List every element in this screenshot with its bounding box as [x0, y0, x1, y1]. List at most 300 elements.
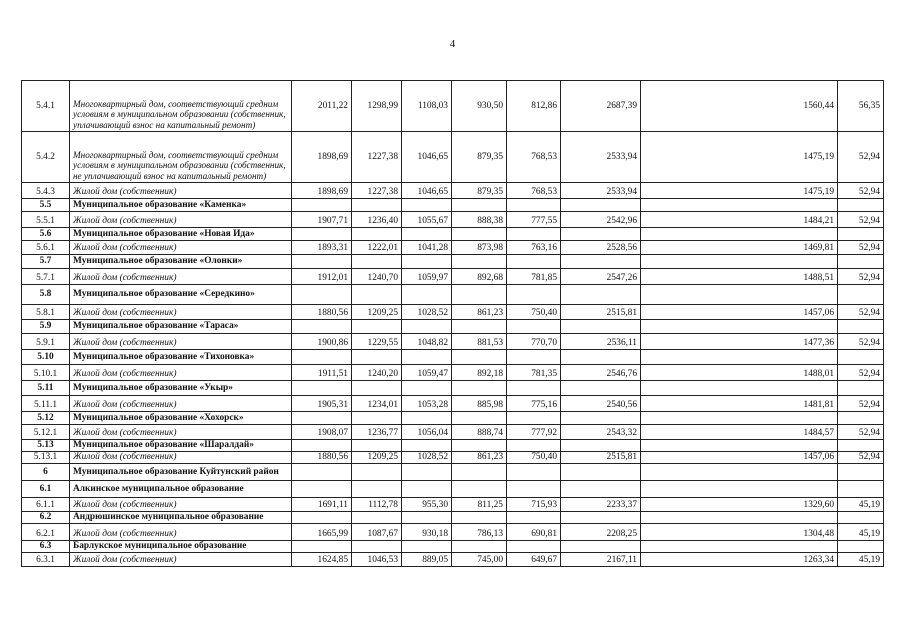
row-code: 5.8.1 — [22, 305, 70, 320]
value-cell: 745,00 — [452, 553, 507, 567]
table-row — [22, 132, 884, 183]
value-cell: 1028,52 — [402, 305, 452, 320]
empty-cell — [352, 255, 402, 269]
section-title: Муниципальное образование «Тараса» — [70, 320, 292, 334]
value-cell: 1457,06 — [641, 305, 838, 320]
value-cell: 1059,47 — [402, 365, 452, 381]
empty-cell — [507, 541, 561, 553]
empty-cell — [838, 381, 884, 396]
value-cell: 1900,86 — [292, 334, 352, 350]
empty-cell — [561, 350, 641, 365]
value-cell: 1880,56 — [292, 305, 352, 320]
value-cell: 1477,36 — [641, 334, 838, 350]
value-cell: 690,81 — [507, 524, 561, 541]
value-cell: 1112,78 — [352, 498, 402, 512]
empty-cell — [402, 285, 452, 305]
table-row — [22, 305, 884, 320]
empty-cell — [507, 512, 561, 524]
row-code: 5.7 — [22, 255, 70, 269]
empty-cell — [352, 412, 402, 425]
value-cell: 2533,94 — [561, 132, 641, 183]
section-title: Муниципальное образование «Олонки» — [70, 255, 292, 269]
value-cell: 1304,48 — [641, 524, 838, 541]
value-cell: 52,94 — [838, 365, 884, 381]
table-row — [22, 365, 884, 381]
empty-cell — [352, 228, 402, 241]
empty-cell — [507, 481, 561, 498]
empty-cell — [561, 255, 641, 269]
empty-cell — [452, 199, 507, 212]
value-cell: 861,23 — [452, 305, 507, 320]
value-cell: 715,93 — [507, 498, 561, 512]
value-cell: 1048,82 — [402, 334, 452, 350]
empty-cell — [507, 464, 561, 481]
row-description: Жилой дом (собственник) — [70, 524, 292, 541]
value-cell: 777,92 — [507, 425, 561, 440]
row-description: Жилой дом (собственник) — [70, 269, 292, 285]
empty-cell — [641, 228, 838, 241]
table-row — [22, 241, 884, 255]
row-code: 5.11 — [22, 381, 70, 396]
section-row — [22, 381, 884, 396]
row-code: 6.2.1 — [22, 524, 70, 541]
row-description: Жилой дом (собственник) — [70, 452, 292, 464]
value-cell: 873,98 — [452, 241, 507, 255]
empty-cell — [402, 350, 452, 365]
value-cell: 1053,28 — [402, 396, 452, 412]
empty-cell — [838, 481, 884, 498]
empty-cell — [561, 512, 641, 524]
section-title: Муниципальное образование «Середкино» — [70, 285, 292, 305]
empty-cell — [352, 440, 402, 452]
empty-cell — [352, 541, 402, 553]
empty-cell — [352, 481, 402, 498]
section-row — [22, 481, 884, 498]
value-cell: 1905,31 — [292, 396, 352, 412]
row-description: Многоквартирный дом, соответствующий средним условиям в муниципальном образовании (собственник, не уплачивающий взнос на капитальный ремонт) — [70, 132, 292, 183]
empty-cell — [561, 320, 641, 334]
empty-cell — [352, 381, 402, 396]
value-cell: 1457,06 — [641, 452, 838, 464]
row-description: Жилой дом (собственник) — [70, 425, 292, 440]
value-cell: 1488,01 — [641, 365, 838, 381]
empty-cell — [402, 464, 452, 481]
value-cell: 1898,69 — [292, 183, 352, 199]
empty-cell — [561, 481, 641, 498]
table-body — [22, 81, 884, 567]
row-code: 6.1 — [22, 481, 70, 498]
row-code: 5.7.1 — [22, 269, 70, 285]
value-cell: 1481,81 — [641, 396, 838, 412]
value-cell: 1236,40 — [352, 212, 402, 228]
value-cell: 52,94 — [838, 212, 884, 228]
value-cell: 1893,31 — [292, 241, 352, 255]
value-cell: 1469,81 — [641, 241, 838, 255]
value-cell: 1229,55 — [352, 334, 402, 350]
row-description: Жилой дом (собственник) — [70, 241, 292, 255]
value-cell: 2515,81 — [561, 305, 641, 320]
table-row — [22, 81, 884, 132]
value-cell: 52,94 — [838, 183, 884, 199]
empty-cell — [352, 285, 402, 305]
row-code: 5.13.1 — [22, 452, 70, 464]
row-code: 5.4.3 — [22, 183, 70, 199]
empty-cell — [452, 440, 507, 452]
empty-cell — [507, 285, 561, 305]
value-cell: 1056,04 — [402, 425, 452, 440]
section-row — [22, 440, 884, 452]
empty-cell — [402, 512, 452, 524]
value-cell: 45,19 — [838, 498, 884, 512]
value-cell: 1055,67 — [402, 212, 452, 228]
value-cell: 1222,01 — [352, 241, 402, 255]
value-cell: 1488,51 — [641, 269, 838, 285]
empty-cell — [507, 350, 561, 365]
empty-cell — [838, 412, 884, 425]
empty-cell — [452, 481, 507, 498]
value-cell: 1046,65 — [402, 132, 452, 183]
table-row — [22, 269, 884, 285]
empty-cell — [402, 228, 452, 241]
empty-cell — [838, 464, 884, 481]
value-cell: 2540,56 — [561, 396, 641, 412]
value-cell: 930,18 — [402, 524, 452, 541]
empty-cell — [641, 412, 838, 425]
empty-cell — [641, 381, 838, 396]
row-code: 5.5 — [22, 199, 70, 212]
empty-cell — [641, 541, 838, 553]
empty-cell — [507, 320, 561, 334]
value-cell: 2546,76 — [561, 365, 641, 381]
value-cell: 786,13 — [452, 524, 507, 541]
row-code: 5.6.1 — [22, 241, 70, 255]
value-cell: 1329,60 — [641, 498, 838, 512]
section-title: Муниципальное образование «Укыр» — [70, 381, 292, 396]
value-cell: 56,35 — [838, 81, 884, 132]
value-cell: 1665,99 — [292, 524, 352, 541]
value-cell: 1624,85 — [292, 553, 352, 567]
value-cell: 649,67 — [507, 553, 561, 567]
empty-cell — [292, 481, 352, 498]
row-code: 6.1.1 — [22, 498, 70, 512]
empty-cell — [452, 228, 507, 241]
value-cell: 888,38 — [452, 212, 507, 228]
value-cell: 750,40 — [507, 452, 561, 464]
empty-cell — [402, 199, 452, 212]
value-cell: 1263,34 — [641, 553, 838, 567]
value-cell: 1227,38 — [352, 183, 402, 199]
empty-cell — [838, 285, 884, 305]
empty-cell — [292, 381, 352, 396]
table-row — [22, 396, 884, 412]
row-description: Многоквартирный дом, соответствующий средним условиям в муниципальном образовании (собственник, уплачивающий взнос на капитальный ремонт) — [70, 81, 292, 132]
row-code: 5.10 — [22, 350, 70, 365]
value-cell: 52,94 — [838, 452, 884, 464]
row-code: 5.4.2 — [22, 132, 70, 183]
empty-cell — [507, 440, 561, 452]
table-row — [22, 334, 884, 350]
empty-cell — [402, 440, 452, 452]
empty-cell — [452, 320, 507, 334]
value-cell: 1911,51 — [292, 365, 352, 381]
empty-cell — [641, 481, 838, 498]
value-cell: 763,16 — [507, 241, 561, 255]
value-cell: 2547,26 — [561, 269, 641, 285]
row-code: 6 — [22, 464, 70, 481]
empty-cell — [452, 464, 507, 481]
section-row — [22, 320, 884, 334]
row-description: Жилой дом (собственник) — [70, 305, 292, 320]
empty-cell — [561, 199, 641, 212]
empty-cell — [292, 285, 352, 305]
table-row — [22, 452, 884, 464]
row-code: 6.2 — [22, 512, 70, 524]
empty-cell — [452, 512, 507, 524]
empty-cell — [838, 541, 884, 553]
empty-cell — [292, 255, 352, 269]
value-cell: 1240,70 — [352, 269, 402, 285]
empty-cell — [352, 512, 402, 524]
row-description: Жилой дом (собственник) — [70, 183, 292, 199]
empty-cell — [292, 512, 352, 524]
section-title: Муниципальное образование «Новая Ида» — [70, 228, 292, 241]
section-row — [22, 228, 884, 241]
row-code: 6.3.1 — [22, 553, 70, 567]
row-code: 5.10.1 — [22, 365, 70, 381]
empty-cell — [838, 350, 884, 365]
value-cell: 881,53 — [452, 334, 507, 350]
value-cell: 1880,56 — [292, 452, 352, 464]
value-cell: 1046,53 — [352, 553, 402, 567]
section-row — [22, 255, 884, 269]
value-cell: 2543,32 — [561, 425, 641, 440]
empty-cell — [352, 199, 402, 212]
empty-cell — [452, 350, 507, 365]
row-code: 5.9 — [22, 320, 70, 334]
value-cell: 1240,20 — [352, 365, 402, 381]
value-cell: 879,35 — [452, 183, 507, 199]
empty-cell — [507, 228, 561, 241]
value-cell: 52,94 — [838, 241, 884, 255]
empty-cell — [292, 464, 352, 481]
value-cell: 52,94 — [838, 425, 884, 440]
empty-cell — [507, 199, 561, 212]
value-cell: 892,18 — [452, 365, 507, 381]
value-cell: 930,50 — [452, 81, 507, 132]
empty-cell — [641, 440, 838, 452]
value-cell: 768,53 — [507, 132, 561, 183]
empty-cell — [641, 199, 838, 212]
empty-cell — [641, 255, 838, 269]
value-cell: 1041,28 — [402, 241, 452, 255]
value-cell: 1475,19 — [641, 132, 838, 183]
value-cell: 1046,65 — [402, 183, 452, 199]
value-cell: 1028,52 — [402, 452, 452, 464]
value-cell: 52,94 — [838, 305, 884, 320]
value-cell: 889,05 — [402, 553, 452, 567]
value-cell: 2233,37 — [561, 498, 641, 512]
value-cell: 1108,03 — [402, 81, 452, 132]
empty-cell — [641, 350, 838, 365]
table-row — [22, 425, 884, 440]
empty-cell — [292, 350, 352, 365]
value-cell: 1298,99 — [352, 81, 402, 132]
empty-cell — [561, 381, 641, 396]
empty-cell — [838, 199, 884, 212]
row-code: 5.13 — [22, 440, 70, 452]
empty-cell — [507, 381, 561, 396]
row-description: Жилой дом (собственник) — [70, 212, 292, 228]
section-title: Барлукское муниципальное образование — [70, 541, 292, 553]
value-cell: 52,94 — [838, 396, 884, 412]
value-cell: 1236,77 — [352, 425, 402, 440]
table-row — [22, 183, 884, 199]
empty-cell — [292, 412, 352, 425]
value-cell: 1227,38 — [352, 132, 402, 183]
section-row — [22, 512, 884, 524]
value-cell: 1691,11 — [292, 498, 352, 512]
empty-cell — [507, 255, 561, 269]
value-cell: 892,68 — [452, 269, 507, 285]
empty-cell — [292, 199, 352, 212]
value-cell: 2167,11 — [561, 553, 641, 567]
empty-cell — [452, 381, 507, 396]
empty-cell — [561, 541, 641, 553]
value-cell: 1234,01 — [352, 396, 402, 412]
table-row — [22, 498, 884, 512]
value-cell: 812,86 — [507, 81, 561, 132]
value-cell: 45,19 — [838, 553, 884, 567]
empty-cell — [452, 412, 507, 425]
value-cell: 811,25 — [452, 498, 507, 512]
row-code: 5.6 — [22, 228, 70, 241]
section-title: Андрюшинское муниципальное образование — [70, 512, 292, 524]
row-code: 5.4.1 — [22, 81, 70, 132]
empty-cell — [402, 255, 452, 269]
value-cell: 2533,94 — [561, 183, 641, 199]
section-title: Муниципальное образование «Каменка» — [70, 199, 292, 212]
section-row — [22, 285, 884, 305]
value-cell: 781,85 — [507, 269, 561, 285]
empty-cell — [561, 412, 641, 425]
value-cell: 1898,69 — [292, 132, 352, 183]
table-row — [22, 524, 884, 541]
empty-cell — [402, 320, 452, 334]
section-title: Алкинское муниципальное образование — [70, 481, 292, 498]
value-cell: 52,94 — [838, 132, 884, 183]
empty-cell — [641, 464, 838, 481]
empty-cell — [838, 255, 884, 269]
empty-cell — [561, 285, 641, 305]
empty-cell — [292, 541, 352, 553]
value-cell: 52,94 — [838, 334, 884, 350]
value-cell: 1484,21 — [641, 212, 838, 228]
empty-cell — [838, 320, 884, 334]
value-cell: 2687,39 — [561, 81, 641, 132]
value-cell: 2011,22 — [292, 81, 352, 132]
row-code: 5.9.1 — [22, 334, 70, 350]
value-cell: 2536,11 — [561, 334, 641, 350]
value-cell: 52,94 — [838, 269, 884, 285]
value-cell: 750,40 — [507, 305, 561, 320]
value-cell: 861,23 — [452, 452, 507, 464]
value-cell: 1209,25 — [352, 452, 402, 464]
empty-cell — [352, 464, 402, 481]
row-description: Жилой дом (собственник) — [70, 553, 292, 567]
value-cell: 1087,67 — [352, 524, 402, 541]
page-number: 4 — [449, 38, 456, 50]
row-code: 6.3 — [22, 541, 70, 553]
value-cell: 781,35 — [507, 365, 561, 381]
empty-cell — [402, 541, 452, 553]
empty-cell — [838, 440, 884, 452]
value-cell: 2542,96 — [561, 212, 641, 228]
empty-cell — [402, 412, 452, 425]
section-title: Муниципальное образование Куйтунский район — [70, 464, 292, 481]
tariff-table — [21, 80, 884, 567]
row-description: Жилой дом (собственник) — [70, 334, 292, 350]
value-cell: 45,19 — [838, 524, 884, 541]
empty-cell — [641, 320, 838, 334]
empty-cell — [352, 350, 402, 365]
value-cell: 885,98 — [452, 396, 507, 412]
section-row — [22, 350, 884, 365]
value-cell: 2208,25 — [561, 524, 641, 541]
value-cell: 1908,07 — [292, 425, 352, 440]
empty-cell — [561, 440, 641, 452]
value-cell: 879,35 — [452, 132, 507, 183]
row-description: Жилой дом (собственник) — [70, 365, 292, 381]
empty-cell — [292, 228, 352, 241]
empty-cell — [292, 440, 352, 452]
empty-cell — [641, 285, 838, 305]
value-cell: 1907,71 — [292, 212, 352, 228]
section-title: Муниципальное образование «Шаралдай» — [70, 440, 292, 452]
empty-cell — [452, 285, 507, 305]
empty-cell — [292, 320, 352, 334]
value-cell: 1560,44 — [641, 81, 838, 132]
value-cell: 888,74 — [452, 425, 507, 440]
empty-cell — [838, 512, 884, 524]
row-description: Жилой дом (собственник) — [70, 396, 292, 412]
row-code: 5.8 — [22, 285, 70, 305]
empty-cell — [561, 228, 641, 241]
value-cell: 1059,97 — [402, 269, 452, 285]
row-description: Жилой дом (собственник) — [70, 498, 292, 512]
section-title: Муниципальное образование «Хохорск» — [70, 412, 292, 425]
row-code: 5.12.1 — [22, 425, 70, 440]
value-cell: 955,30 — [402, 498, 452, 512]
row-code: 5.11.1 — [22, 396, 70, 412]
empty-cell — [352, 320, 402, 334]
value-cell: 775,16 — [507, 396, 561, 412]
section-title: Муниципальное образование «Тихоновка» — [70, 350, 292, 365]
empty-cell — [402, 381, 452, 396]
empty-cell — [452, 541, 507, 553]
empty-cell — [452, 255, 507, 269]
row-code: 5.12 — [22, 412, 70, 425]
empty-cell — [507, 412, 561, 425]
table-row — [22, 212, 884, 228]
empty-cell — [561, 464, 641, 481]
value-cell: 768,53 — [507, 183, 561, 199]
value-cell: 1209,25 — [352, 305, 402, 320]
section-row — [22, 541, 884, 553]
value-cell: 2515,81 — [561, 452, 641, 464]
value-cell: 1475,19 — [641, 183, 838, 199]
row-code: 5.5.1 — [22, 212, 70, 228]
section-row — [22, 464, 884, 481]
